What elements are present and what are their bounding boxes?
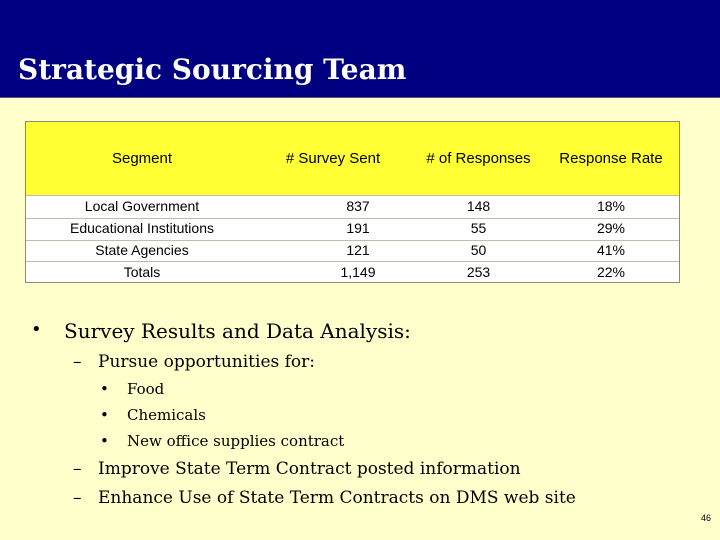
header-survey-sent: # Survey Sent <box>285 150 381 167</box>
sub-bullet-text: Improve State Term Contract posted information <box>98 459 521 479</box>
row-segment: Educational Institutions <box>70 220 214 236</box>
row-responses: 253 <box>466 264 491 280</box>
row-response-rate: 29% <box>596 220 626 236</box>
item-text: Chemicals <box>127 406 206 424</box>
row-survey-sent: 121 <box>346 242 370 258</box>
row-survey-sent: 191 <box>346 220 370 236</box>
header-response-rate: Response Rate <box>559 150 663 167</box>
row-survey-sent: 1,149 <box>340 264 376 280</box>
dash-icon: – <box>73 352 82 372</box>
row-segment: Totals <box>123 264 161 280</box>
row-responses: 55 <box>470 220 487 236</box>
dash-icon: – <box>73 488 82 508</box>
dash-icon: – <box>73 459 82 479</box>
bullet-dot-icon: • <box>100 406 109 424</box>
row-segment: State Agencies <box>95 242 189 258</box>
header-responses: # of Responses <box>426 150 531 167</box>
row-response-rate: 22% <box>596 264 626 280</box>
row-segment: Local Government <box>84 198 200 214</box>
row-response-rate: 18% <box>596 198 626 214</box>
bullet-dot-icon: • <box>100 432 109 450</box>
page-number: 46 <box>700 513 711 523</box>
row-responses: 50 <box>470 242 487 258</box>
row-response-rate: 41% <box>596 242 626 258</box>
bullet-dot-icon: • <box>31 319 42 340</box>
slide-title: Strategic Sourcing Team <box>18 53 407 86</box>
sub-bullet-text: Pursue opportunities for: <box>98 352 316 372</box>
bullet-main-text: Survey Results and Data Analysis: <box>64 319 411 343</box>
header-segment: Segment <box>111 150 173 167</box>
item-text: New office supplies contract <box>127 432 345 450</box>
item-text: Food <box>127 380 165 398</box>
row-survey-sent: 837 <box>346 198 370 214</box>
bullet-dot-icon: • <box>100 380 109 398</box>
row-responses: 148 <box>466 198 491 214</box>
sub-bullet-text: Enhance Use of State Term Contracts on DMS web site <box>98 488 576 508</box>
